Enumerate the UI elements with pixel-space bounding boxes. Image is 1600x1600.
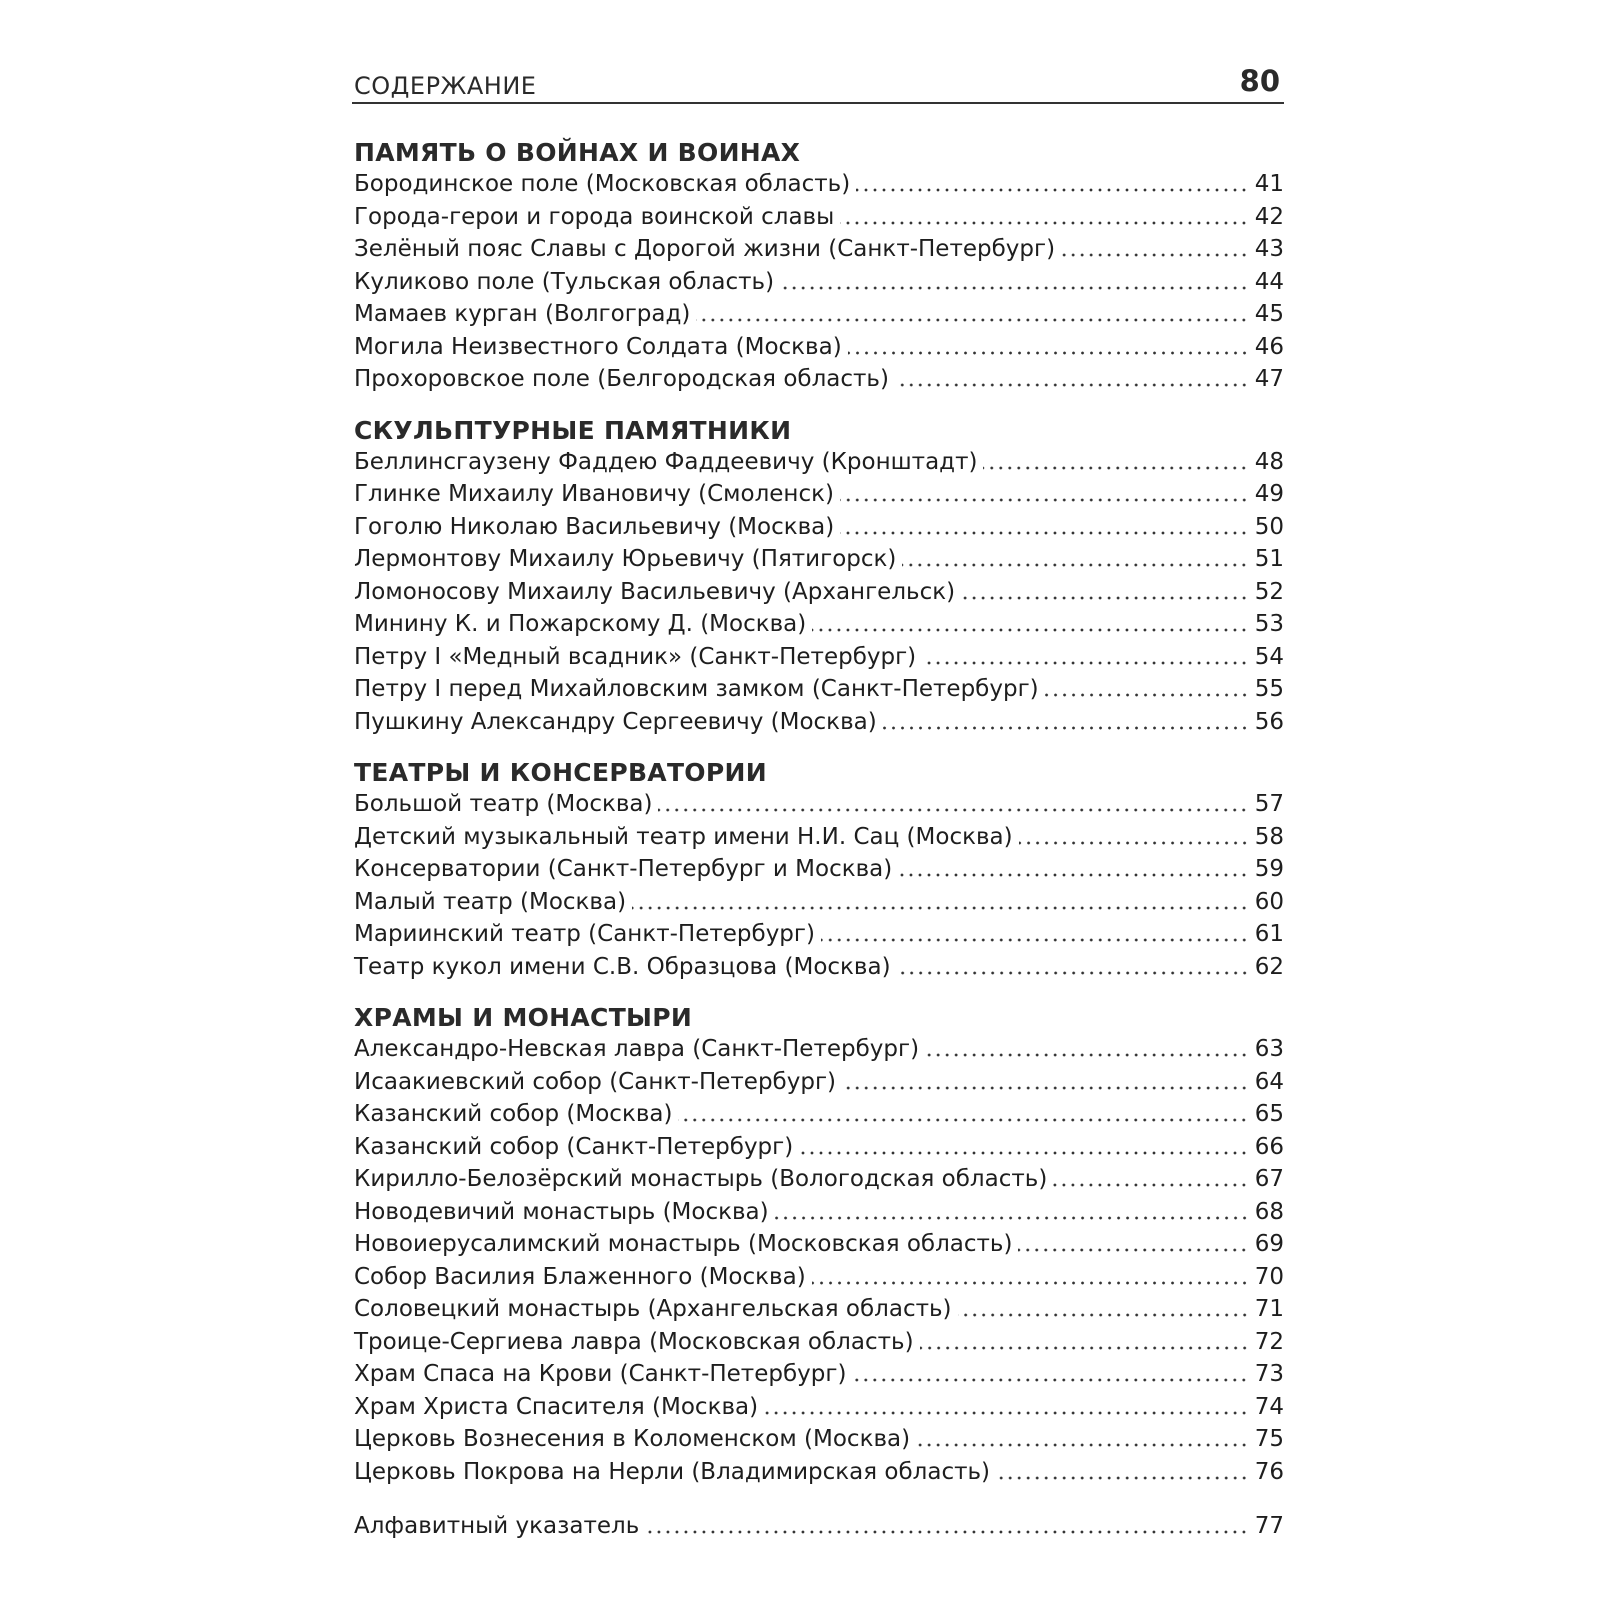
- toc-entry-page: 59: [1254, 856, 1284, 882]
- toc-entry-page: 49: [1254, 481, 1284, 507]
- toc-entry-label: Могила Неизвестного Солдата (Москва): [354, 333, 842, 360]
- toc-entry-label: Прохоровское поле (Белгородская область): [354, 366, 889, 392]
- page-title: СОДЕРЖАНИЕ: [354, 72, 537, 100]
- toc-entry[interactable]: [354, 1261, 1284, 1294]
- dot-leader: [840, 531, 1248, 535]
- toc-entry[interactable]: [354, 1066, 1284, 1099]
- dot-leader: [840, 498, 1249, 502]
- dot-leader: [996, 1476, 1249, 1480]
- dot-leader: [983, 466, 1248, 470]
- toc-entry-label: Храм Христа Спасителя (Москва): [354, 1393, 759, 1420]
- toc-entry-page: 48: [1254, 448, 1284, 475]
- toc-entry-page: 45: [1254, 301, 1284, 327]
- toc-entry-label: Беллинсгаузену Фаддею Фаддеевичу (Кронштадт): [354, 448, 978, 475]
- toc-entry-label: Зелёный пояс Славы с Дорогой жизни (Санкт-Петербург): [354, 236, 1056, 262]
- toc-entry-label: Кирилло-Белозёрский монастырь (Вологодская область): [354, 1166, 1048, 1192]
- toc-entry-page: 73: [1254, 1361, 1284, 1387]
- toc-entry[interactable]: [354, 168, 1284, 201]
- toc-entry-label: Ломоносову Михаилу Васильевичу (Архангельск): [354, 578, 956, 605]
- toc-entry[interactable]: [354, 576, 1284, 609]
- toc-section: [352, 758, 1284, 983]
- dot-leader: [842, 1086, 1249, 1090]
- toc-entry-label: Большой театр (Москва): [354, 791, 653, 817]
- toc-entry[interactable]: [354, 1098, 1284, 1131]
- toc-entry-page: 41: [1254, 171, 1284, 197]
- toc-entry-page: 69: [1254, 1231, 1284, 1257]
- dot-leader: [632, 906, 1249, 910]
- dot-leader: [897, 971, 1249, 975]
- dot-leader: [925, 1053, 1249, 1057]
- dot-leader: [902, 563, 1248, 567]
- dot-leader: [1018, 1248, 1248, 1252]
- toc-entry[interactable]: [354, 1293, 1284, 1326]
- toc-entry-page: 68: [1254, 1198, 1284, 1225]
- toc-entry-page: 71: [1254, 1296, 1284, 1322]
- toc-section: [352, 1003, 1284, 1488]
- toc-entry[interactable]: [354, 266, 1284, 299]
- toc-entry-label: Казанский собор (Москва): [354, 1101, 673, 1127]
- toc-entry-label: Новодевичий монастырь (Москва): [354, 1198, 769, 1225]
- toc-entry-label: Храм Спаса на Крови (Санкт-Петербург): [354, 1361, 847, 1387]
- toc-entry-label: Алфавитный указатель: [354, 1513, 640, 1539]
- toc-entry-page: 67: [1254, 1166, 1284, 1192]
- toc-entry-label: Петру I «Медный всадник» (Санкт-Петербург): [354, 643, 917, 670]
- dot-leader: [895, 383, 1249, 387]
- toc-entry-label: Новоиерусалимский монастырь (Московская область): [354, 1231, 1013, 1257]
- dot-leader: [1045, 693, 1249, 697]
- toc-entry-page: 55: [1254, 676, 1284, 702]
- toc-entry-page: 43: [1254, 236, 1284, 262]
- toc-entry-label: Гоголю Николаю Васильевичу (Москва): [354, 513, 835, 540]
- toc-entry-index[interactable]: [354, 1510, 1284, 1543]
- toc-entry[interactable]: [354, 673, 1284, 706]
- toc-entry-label: Собор Василия Блаженного (Москва): [354, 1263, 806, 1290]
- toc-entry-page: 47: [1254, 366, 1284, 392]
- dot-leader: [1053, 1183, 1248, 1187]
- toc-entry-label: Александро-Невская лавра (Санкт-Петербург): [354, 1036, 920, 1062]
- toc-entry[interactable]: [354, 478, 1284, 511]
- toc-entry[interactable]: [354, 1163, 1284, 1196]
- toc-entry-label: Глинке Михаилу Ивановичу (Смоленск): [354, 481, 834, 507]
- toc-entry[interactable]: [354, 1391, 1284, 1424]
- toc-entry-page: 70: [1254, 1263, 1284, 1290]
- toc-entry-label: Мариинский театр (Санкт-Петербург): [354, 921, 815, 947]
- toc-entry-label: Консерватории (Санкт-Петербург и Москва): [354, 856, 893, 882]
- toc-entry-label: Исаакиевский собор (Санкт-Петербург): [354, 1068, 837, 1095]
- toc-entry[interactable]: [354, 641, 1284, 674]
- toc-entry-page: 52: [1254, 578, 1284, 605]
- toc-entry[interactable]: [354, 918, 1284, 951]
- dot-leader: [1061, 253, 1249, 257]
- toc-entry-label: Города-герои и города воинской славы: [354, 203, 835, 230]
- dot-leader: [898, 873, 1248, 877]
- toc-entry-page: 64: [1254, 1068, 1284, 1095]
- toc-entry-label: Соловецкий монастырь (Архангельская область): [354, 1296, 952, 1322]
- toc-entry[interactable]: [354, 511, 1284, 544]
- toc-section: [352, 138, 1284, 396]
- toc-entry[interactable]: [354, 1358, 1284, 1391]
- toc-entry[interactable]: [354, 1456, 1284, 1489]
- toc-entry-page: 75: [1254, 1426, 1284, 1452]
- dot-leader: [812, 628, 1248, 632]
- dot-leader: [852, 1378, 1248, 1382]
- dot-leader: [883, 726, 1249, 730]
- toc-entry-page: 60: [1254, 888, 1284, 915]
- dot-leader: [848, 351, 1249, 355]
- section-title: ПАМЯТЬ О ВОЙНАХ И ВОИНАХ: [354, 138, 801, 167]
- dot-leader: [821, 938, 1249, 942]
- toc-entry-label: Бородинское поле (Московская область): [354, 171, 851, 197]
- toc-entry-label: Малый театр (Москва): [354, 888, 627, 915]
- toc-entry-page: 56: [1254, 708, 1284, 735]
- section-title: СКУЛЬПТУРНЫЕ ПАМЯТНИКИ: [354, 415, 792, 445]
- toc-entry[interactable]: [354, 853, 1284, 886]
- toc-entry-page: 50: [1254, 513, 1284, 540]
- toc-page: [352, 62, 1284, 1582]
- dot-leader: [775, 1216, 1249, 1220]
- toc-entry-page: 62: [1254, 953, 1284, 980]
- toc-entry-page: 44: [1254, 268, 1284, 295]
- dot-leader: [696, 318, 1248, 322]
- toc-entry-page: 61: [1254, 921, 1284, 947]
- toc-entry[interactable]: [354, 1033, 1284, 1066]
- dot-leader: [920, 1346, 1249, 1350]
- dot-leader: [764, 1411, 1249, 1415]
- page-number: 80: [1239, 64, 1280, 98]
- section-title: ХРАМЫ И МОНАСТЫРИ: [354, 1003, 693, 1032]
- toc-entry[interactable]: [354, 543, 1284, 576]
- toc-entry-label: Детский музыкальный театр имени Н.И. Сац (Москва): [354, 823, 1013, 850]
- toc-entry-label: Троице-Сергиева лавра (Московская область): [354, 1328, 914, 1355]
- dot-leader: [812, 1281, 1249, 1285]
- dot-leader: [916, 1443, 1249, 1447]
- toc-entry-page: 54: [1254, 643, 1284, 670]
- toc-entry-page: 46: [1254, 333, 1284, 360]
- dot-leader: [780, 286, 1249, 290]
- toc-entry[interactable]: [354, 201, 1284, 234]
- toc-entry[interactable]: [354, 821, 1284, 854]
- toc-entry-label: Церковь Покрова на Нерли (Владимирская область): [354, 1458, 991, 1485]
- toc-entry-page: 42: [1254, 203, 1284, 230]
- toc-entry[interactable]: [354, 446, 1284, 479]
- toc-entry-label: Казанский собор (Санкт-Петербург): [354, 1133, 794, 1160]
- toc-entry-page: 53: [1254, 611, 1284, 637]
- dot-leader: [922, 661, 1249, 665]
- toc-entry[interactable]: [354, 1326, 1284, 1359]
- dot-leader: [961, 596, 1249, 600]
- toc-entry-label: Куликово поле (Тульская область): [354, 268, 775, 295]
- toc-entry-label: Мамаев курган (Волгоград): [354, 301, 691, 327]
- dot-leader: [856, 188, 1249, 192]
- toc-section: [352, 416, 1284, 739]
- toc-entry-label: Театр кукол имени С.В. Образцова (Москва): [354, 953, 891, 980]
- dot-leader: [840, 221, 1248, 225]
- toc-entry-page: 58: [1254, 823, 1284, 850]
- toc-entry[interactable]: [354, 951, 1284, 984]
- toc-entry[interactable]: [354, 1131, 1284, 1164]
- page-header: [352, 62, 1284, 104]
- toc-entry-label: Церковь Вознесения в Коломенском (Москва): [354, 1426, 911, 1452]
- dot-leader: [958, 1313, 1249, 1317]
- dot-leader: [1019, 841, 1249, 845]
- dot-leader: [645, 1530, 1248, 1534]
- toc-entry-label: Пушкину Александру Сергеевичу (Москва): [354, 708, 877, 735]
- toc-entry[interactable]: [354, 331, 1284, 364]
- toc-entry[interactable]: [354, 1228, 1284, 1261]
- dot-leader: [658, 808, 1248, 812]
- toc-entry-page: 63: [1254, 1036, 1284, 1062]
- toc-entry[interactable]: [354, 706, 1284, 739]
- section-title: ТЕАТРЫ И КОНСЕРВАТОРИИ: [354, 758, 767, 787]
- toc-sections: [352, 138, 1284, 1488]
- toc-entry-label: Минину К. и Пожарскому Д. (Москва): [354, 611, 807, 637]
- dot-leader: [678, 1118, 1248, 1122]
- toc-entry[interactable]: [354, 1196, 1284, 1229]
- toc-entry-page: 65: [1254, 1101, 1284, 1127]
- toc-entry-label: Петру I перед Михайловским замком (Санкт-Петербург): [354, 676, 1039, 702]
- toc-entry-page: 77: [1254, 1513, 1284, 1539]
- toc-entry[interactable]: [354, 886, 1284, 919]
- toc-entry[interactable]: [354, 608, 1284, 641]
- toc-entry-page: 51: [1254, 546, 1284, 572]
- toc-entry-page: 74: [1254, 1393, 1284, 1420]
- toc-entry-page: 76: [1254, 1458, 1284, 1485]
- dot-leader: [799, 1151, 1249, 1155]
- toc-entry-page: 66: [1254, 1133, 1284, 1160]
- toc-entry-label: Лермонтову Михаилу Юрьевичу (Пятигорск): [354, 546, 897, 572]
- toc-entry-page: 57: [1254, 791, 1284, 817]
- toc-entry[interactable]: [354, 1423, 1284, 1456]
- toc-entry[interactable]: [354, 298, 1284, 331]
- toc-entry[interactable]: [354, 788, 1284, 821]
- toc-entry[interactable]: [354, 233, 1284, 266]
- toc-entry[interactable]: [354, 363, 1284, 396]
- toc-entry-page: 72: [1254, 1328, 1284, 1355]
